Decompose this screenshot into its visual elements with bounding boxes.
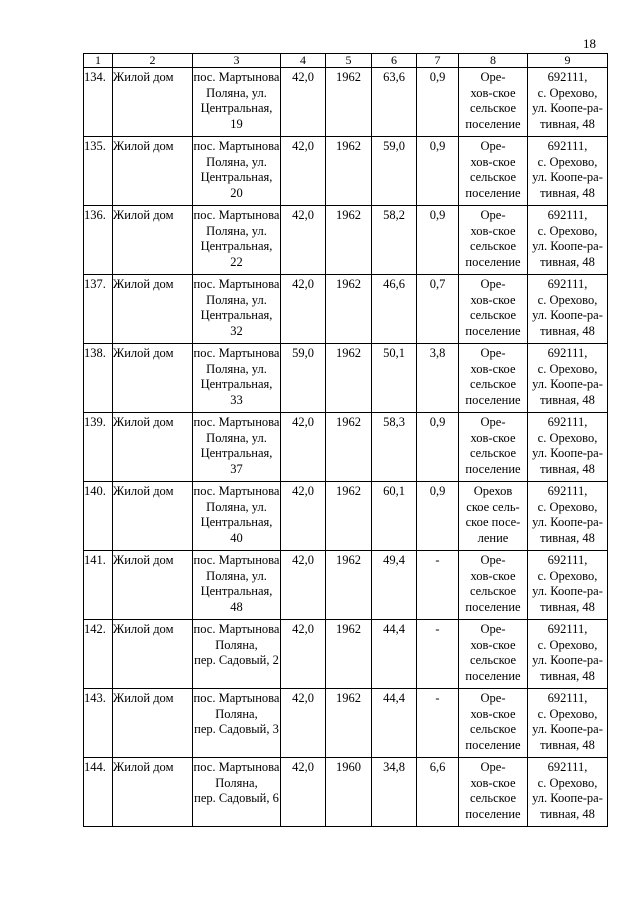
settlement-cell: Ope- хов-ское сельское поселение — [459, 137, 528, 206]
object-type-cell: Жилой дом — [113, 482, 193, 551]
organization-address-cell: 692111, с. Орехово, ул. Коопе-ра- тивная, 48 — [528, 137, 608, 206]
row-number-cell: 142. — [84, 620, 113, 689]
table-row — [84, 482, 608, 551]
address-cell: пос. Мартынова Поляна, ул. Центральная, 19 — [193, 68, 281, 137]
address-cell: пос. Мартынова Поляна, ул. Центральная, 48 — [193, 551, 281, 620]
row-number-cell: 136. — [84, 206, 113, 275]
year-cell: 1960 — [326, 758, 372, 827]
value-col7-cell: - — [417, 620, 459, 689]
table-row — [84, 137, 608, 206]
object-type-cell: Жилой дом — [113, 68, 193, 137]
year-cell: 1962 — [326, 551, 372, 620]
table-row — [84, 551, 608, 620]
settlement-cell: Ope- хов-ское сельское поселение — [459, 551, 528, 620]
value-col4-cell: 42,0 — [281, 551, 326, 620]
row-number-cell: 135. — [84, 137, 113, 206]
table-row — [84, 758, 608, 827]
settlement-cell: Ope- хов-ское сельское поселение — [459, 275, 528, 344]
settlement-cell: Ope- хов-ское сельское поселение — [459, 620, 528, 689]
table-row — [84, 413, 608, 482]
object-type-cell: Жилой дом — [113, 620, 193, 689]
year-cell: 1962 — [326, 413, 372, 482]
address-cell: пос. Мартынова Поляна, пер. Садовый, 6 — [193, 758, 281, 827]
value-col4-cell: 42,0 — [281, 275, 326, 344]
value-col6-cell: 44,4 — [372, 620, 417, 689]
value-col6-cell: 58,2 — [372, 206, 417, 275]
organization-address-cell: 692111, с. Орехово, ул. Коопе-ра- тивная, 48 — [528, 275, 608, 344]
object-type-cell: Жилой дом — [113, 206, 193, 275]
address-cell: пос. Мартынова Поляна, пер. Садовый, 3 — [193, 689, 281, 758]
page-number: 18 — [583, 36, 596, 51]
table-row — [84, 275, 608, 344]
value-col7-cell: 0,7 — [417, 275, 459, 344]
address-cell: пос. Мартынова Поляна, ул. Центральная, 37 — [193, 413, 281, 482]
settlement-cell: Орехов ское сель- ское посе- ление — [459, 482, 528, 551]
value-col4-cell: 42,0 — [281, 620, 326, 689]
value-col6-cell: 44,4 — [372, 689, 417, 758]
year-cell: 1962 — [326, 206, 372, 275]
value-col6-cell: 34,8 — [372, 758, 417, 827]
row-number-cell: 144. — [84, 758, 113, 827]
object-type-cell: Жилой дом — [113, 758, 193, 827]
object-type-cell: Жилой дом — [113, 275, 193, 344]
value-col6-cell: 46,6 — [372, 275, 417, 344]
settlement-cell: Ope- хов-ское сельское поселение — [459, 68, 528, 137]
table-row — [84, 689, 608, 758]
column-header: 8 — [459, 54, 528, 68]
row-number-cell: 140. — [84, 482, 113, 551]
row-number-cell: 141. — [84, 551, 113, 620]
value-col4-cell: 42,0 — [281, 206, 326, 275]
settlement-cell: Ope- хов-ское сельское поселение — [459, 206, 528, 275]
year-cell: 1962 — [326, 620, 372, 689]
column-header: 4 — [281, 54, 326, 68]
value-col7-cell: 0,9 — [417, 206, 459, 275]
column-header: 5 — [326, 54, 372, 68]
address-cell: пос. Мартынова Поляна, ул. Центральная, 33 — [193, 344, 281, 413]
value-col4-cell: 42,0 — [281, 482, 326, 551]
column-header: 6 — [372, 54, 417, 68]
settlement-cell: Ope- хов-ское сельское поселение — [459, 758, 528, 827]
settlement-cell: Ope- хов-ское сельское поселение — [459, 413, 528, 482]
organization-address-cell: 692111, с. Орехово, ул. Коопе-ра- тивная, 48 — [528, 758, 608, 827]
value-col7-cell: 0,9 — [417, 68, 459, 137]
row-number-cell: 138. — [84, 344, 113, 413]
organization-address-cell: 692111, с. Орехово, ул. Коопе-ра- тивная, 48 — [528, 413, 608, 482]
column-header: 3 — [193, 54, 281, 68]
address-cell: пос. Мартынова Поляна, ул. Центральная, 22 — [193, 206, 281, 275]
settlement-cell: Ope- хов-ское сельское поселение — [459, 344, 528, 413]
object-type-cell: Жилой дом — [113, 551, 193, 620]
year-cell: 1962 — [326, 275, 372, 344]
address-cell: пос. Мартынова Поляна, пер. Садовый, 2 — [193, 620, 281, 689]
value-col6-cell: 49,4 — [372, 551, 417, 620]
row-number-cell: 139. — [84, 413, 113, 482]
table-row — [84, 344, 608, 413]
column-header: 9 — [528, 54, 608, 68]
value-col7-cell: - — [417, 551, 459, 620]
housing-registry-table — [83, 53, 608, 827]
organization-address-cell: 692111, с. Орехово, ул. Коопе-ра- тивная, 48 — [528, 482, 608, 551]
row-number-cell: 134. — [84, 68, 113, 137]
address-cell: пос. Мартынова Поляна, ул. Центральная, 40 — [193, 482, 281, 551]
object-type-cell: Жилой дом — [113, 137, 193, 206]
row-number-cell: 143. — [84, 689, 113, 758]
address-cell: пос. Мартынова Поляна, ул. Центральная, 32 — [193, 275, 281, 344]
year-cell: 1962 — [326, 482, 372, 551]
value-col6-cell: 60,1 — [372, 482, 417, 551]
table-row — [84, 68, 608, 137]
value-col6-cell: 50,1 — [372, 344, 417, 413]
column-header: 2 — [113, 54, 193, 68]
column-header: 1 — [84, 54, 113, 68]
year-cell: 1962 — [326, 689, 372, 758]
row-number-cell: 137. — [84, 275, 113, 344]
value-col4-cell: 42,0 — [281, 758, 326, 827]
year-cell: 1962 — [326, 137, 372, 206]
value-col4-cell: 42,0 — [281, 68, 326, 137]
column-header: 7 — [417, 54, 459, 68]
value-col7-cell: 0,9 — [417, 137, 459, 206]
year-cell: 1962 — [326, 344, 372, 413]
table-row — [84, 206, 608, 275]
object-type-cell: Жилой дом — [113, 344, 193, 413]
object-type-cell: Жилой дом — [113, 413, 193, 482]
column-number-row — [84, 54, 608, 68]
organization-address-cell: 692111, с. Орехово, ул. Коопе-ра- тивная, 48 — [528, 68, 608, 137]
value-col4-cell: 42,0 — [281, 689, 326, 758]
address-cell: пос. Мартынова Поляна, ул. Центральная, 20 — [193, 137, 281, 206]
table-row — [84, 620, 608, 689]
organization-address-cell: 692111, с. Орехово, ул. Коопе-ра- тивная, 48 — [528, 620, 608, 689]
value-col7-cell: 6,6 — [417, 758, 459, 827]
organization-address-cell: 692111, с. Орехово, ул. Коопе-ра- тивная, 48 — [528, 551, 608, 620]
value-col4-cell: 59,0 — [281, 344, 326, 413]
value-col6-cell: 58,3 — [372, 413, 417, 482]
value-col7-cell: 0,9 — [417, 413, 459, 482]
year-cell: 1962 — [326, 68, 372, 137]
value-col4-cell: 42,0 — [281, 137, 326, 206]
object-type-cell: Жилой дом — [113, 689, 193, 758]
organization-address-cell: 692111, с. Орехово, ул. Коопе-ра- тивная, 48 — [528, 344, 608, 413]
settlement-cell: Ope- хов-ское сельское поселение — [459, 689, 528, 758]
value-col7-cell: 0,9 — [417, 482, 459, 551]
value-col7-cell: - — [417, 689, 459, 758]
value-col6-cell: 59,0 — [372, 137, 417, 206]
organization-address-cell: 692111, с. Орехово, ул. Коопе-ра- тивная, 48 — [528, 206, 608, 275]
value-col4-cell: 42,0 — [281, 413, 326, 482]
organization-address-cell: 692111, с. Орехово, ул. Коопе-ра- тивная, 48 — [528, 689, 608, 758]
value-col6-cell: 63,6 — [372, 68, 417, 137]
value-col7-cell: 3,8 — [417, 344, 459, 413]
